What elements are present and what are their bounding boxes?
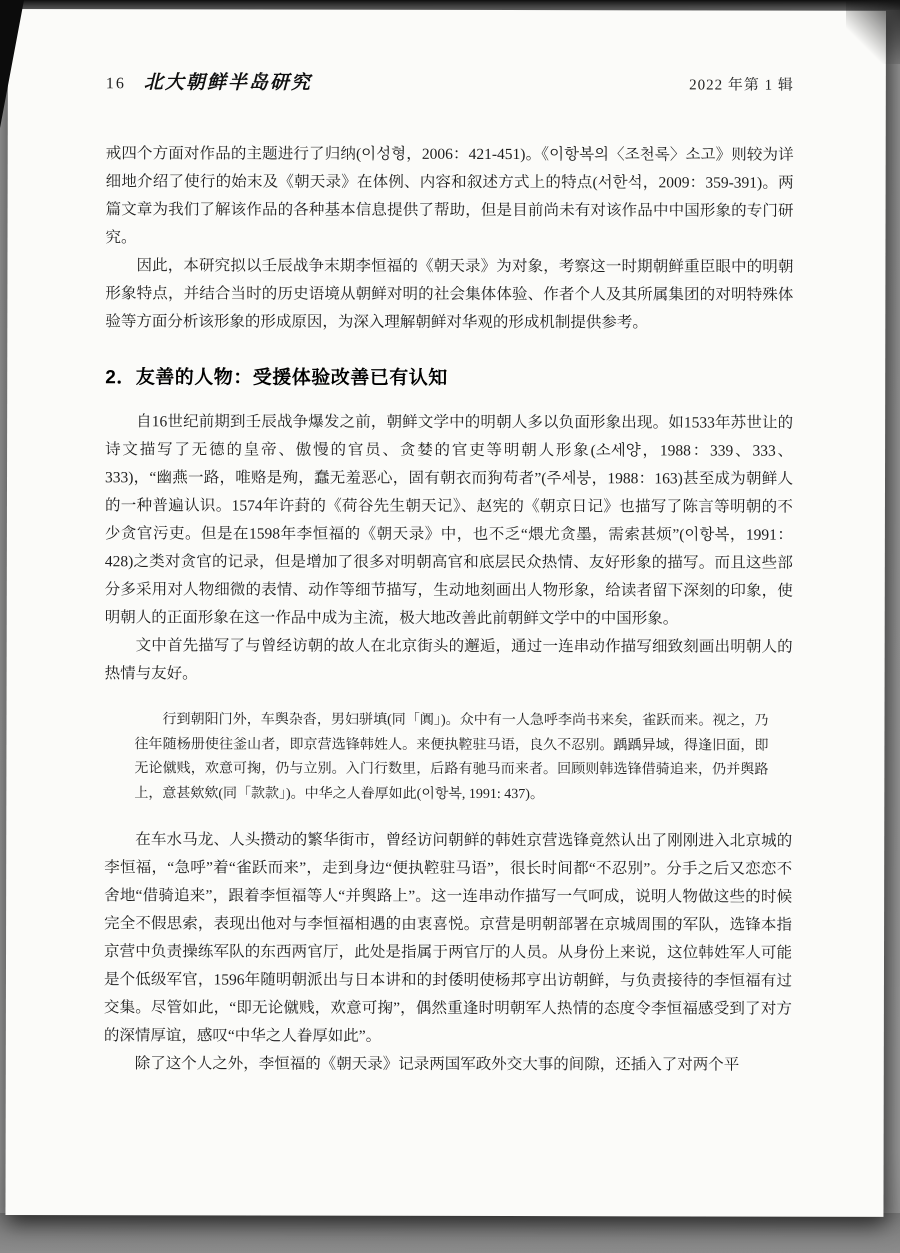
section-heading: 2．友善的人物：受援体验改善已有认知 xyxy=(105,367,448,389)
paragraph-analysis: 在车水马龙、人头攒动的繁华街市，曾经访问朝鲜的韩姓京营选锋竟然认出了刚刚进入北京城的李恒福，“急呼”着“雀跃而来”，走到身边“便执鞚驻马语”，很长时间都“不忍别”。分手之后又恋恋不舍地“借骑追来”，跟着李恒福等人“并舆路上”。这一连串动作描写一气呵成，说明人物做这些的时候完全不假思索，表现出他对与李恒福相遇的由衷喜悦。京营是明朝部署在京城周围的军队，选锋本指京营中负责操练军队的东西两官厅，此处是指属于两官厅的人员。从身份上来说，这位韩姓军人可能是个低级军官，1596年随明朝派出与日本讲和的封倭明使杨邦亨出访朝鲜，与负责接待的李恒福有过交集。尽管如此，“即无论僦贱，欢意可掬”，偶然重逢时明朝军人热情的态度令李恒福感受到了对方的深情厚谊，感叹“中华之人眷厚如此”。 xyxy=(103,831,793,1045)
journal-page xyxy=(5,9,886,1217)
paragraph-overview: 自16世纪前期到壬辰战争爆发之前，朝鲜文学中的明朝人多以负面形象出现。如1533年苏世让的诗文描写了无德的皇帝、傲慢的官员、贪婪的官吏等明朝人形象(소세양，1988：339、333、333)，“幽燕一路，唯赂是殉，蠢无羞恶心，固有朝衣而狗苟者”(주세붕，1988：163)甚至成为朝鲜人的一种普遍认识。1574年许葑的《荷谷先生朝天记》、赵宪的《朝京日记》也描写了陈言等明朝的不少贪官污吏。但是在1598年李恒福的《朝天录》中，也不乏“煨尤贪墨，需索甚烦”(이항복，1991：428)之类对贪官的记录，但是增加了很多对明朝高官和底层民众热情、友好形象的描写。而且这些部分多采用对人物细微的表情、动作等细节描写，生动地刻画出人物形象，给读者留下深刻的印象，使明朝人的正面形象在这一作品中成为主流，极大地改善此前朝鲜文学中的中国形象。 xyxy=(104,413,794,628)
paragraph-quote-intro: 文中首先描写了与曾经访朝的故人在北京街头的邂逅，通过一连串动作描写细致刻画出明朝人的热情与友好。 xyxy=(104,637,793,683)
paragraph-purpose: 因此，本研究拟以壬辰战争末期李恒福的《朝天录》为对象，考察这一时期朝鲜重臣眼中的明朝形象特点，并结合当时的历史语境从朝鲜对明的社会集体体验、作者个人及其所属集团的对明特殊体验等方面分析该形象的形成原因，为深入理解朝鲜对华观的形成机制提供参考。 xyxy=(105,257,794,332)
paragraph-continuation: 戒四个方面对作品的主题进行了归纳(이성형，2006：421-451)。《이항복의〈조천록〉소고》则较为详细地介绍了使行的始末及《朝天录》在体例、内容和叙述方式上的特点(서한석，2009：359-391)。两篇文章为我们了解该作品的各种基本信息提供了帮助，但是目前尚未有对该作品中中国形象的专门研究。 xyxy=(105,145,794,247)
classical-quote: 行到朝阳门外，车舆杂沓，男妇骈填(同「阗」)。众中有一人急呼李尚书来矣，雀跃而来。视之，乃往年随杨册使往釜山者，即京营选锋韩姓人。来便执鞚驻马语，良久不忍别。踽踽异域，得逢旧面，即无论僦贱，欢意可掬，仍与立别。入门行数里，后路有驰马而来者。回顾则韩选锋借骑追来，仍并舆路上，意甚欸欸(同「款款」)。中华之人眷厚如此(이항복, 1991: 437)。 xyxy=(134,712,769,802)
header-left-group xyxy=(106,67,312,94)
page-number: 16 xyxy=(105,75,126,93)
scan-corner-shadow-top-right xyxy=(846,0,900,64)
paragraph-closing: 除了这个人之外，李恒福的《朝天录》记录两国军政外交大事的间隙，还插入了对两个平 xyxy=(134,1055,740,1074)
page-header xyxy=(106,67,794,95)
scan-bottom-shadow xyxy=(0,1213,900,1253)
journal-title: 北大朝鲜半岛研究 xyxy=(143,72,312,94)
issue-label: 2022 年第 1 辑 xyxy=(689,77,794,94)
article-body xyxy=(104,140,794,1079)
